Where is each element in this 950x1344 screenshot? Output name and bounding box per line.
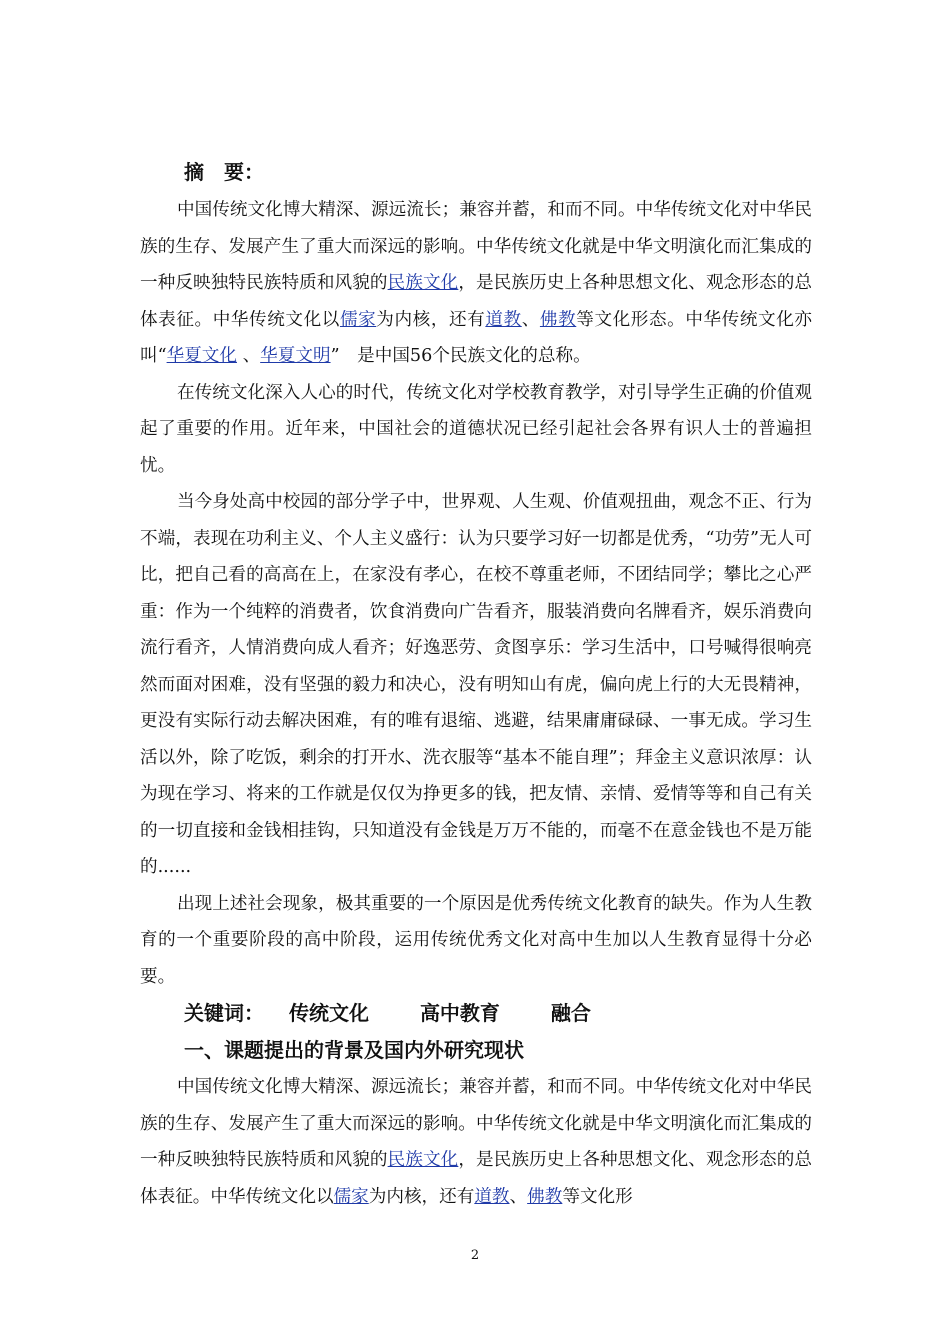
keyword-item: 高中教育	[419, 1001, 500, 1025]
text-run: ，是民族历史上各种思想文化、观念形态的总体表征。中华传统文化以	[140, 273, 812, 330]
keyword-item: 传统文化	[288, 1001, 369, 1025]
text-run: 、	[509, 1186, 528, 1207]
keyword-item: 融合	[550, 1001, 591, 1025]
link-minzu-wenhua[interactable]: 民族文化	[387, 273, 459, 293]
link-fojiao[interactable]: 佛教	[527, 1186, 563, 1207]
keywords-row	[140, 995, 812, 1031]
abstract-paragraph-1	[140, 192, 812, 375]
link-fojiao[interactable]: 佛教	[539, 309, 577, 330]
abstract-heading: 摘 要：	[184, 160, 264, 184]
paragraph-text: 在传统文化深入人心的时代，传统文化对学校教育教学，对引导学生正确的价值观起了重要的作用。近年来，中国社会的道德状况已经引起社会各界有识人士的普遍担忧。	[140, 382, 812, 476]
link-huaxia-wenming[interactable]: 华夏文明	[260, 346, 331, 366]
text-run: 为内核，还有	[368, 1186, 475, 1207]
paragraph-text: 出现上述社会现象，极其重要的一个原因是优秀传统文化教育的缺失。作为人生教育的一个重要阶段的高中阶段，运用传统优秀文化对高中生加以人生教育显得十分必要。	[140, 893, 812, 987]
text-run: 中国传统文化博大精深、源远流长；兼容并蓄，和而不同。中华传统文化对中华民族的生存、发展产生了重大而深远的影响。中华传统文化就是中华文明演化而汇集成的一种反映独特民族特质和风貌的	[140, 1077, 812, 1170]
document-body	[140, 152, 812, 1215]
abstract-paragraph-2	[140, 375, 812, 485]
keywords-label: 关键词：	[184, 1001, 264, 1025]
link-huaxia-wenhua[interactable]: 华夏文化	[166, 346, 237, 366]
paragraph-text: 当今身处高中校园的部分学子中，世界观、人生观、价值观扭曲，观念不正、行为不端，表现在功利主义、个人主义盛行：认为只要学习好一切都是优秀，“功劳”无人可比，把自己看的高高在上，在家没有孝心，在校不尊重老师，不团结同学；攀比之心严重：作为一个纯粹的消费者，饮食消费向广告看齐，服装消费向名牌看齐，娱乐消费向流行看齐，人情消费向成人看齐；好逸恶劳、贪图享乐：学习生活中，口号喊得很响亮然而面对困难，没有坚强的毅力和决心，没有明知山有虎，偏向虎上行的大无畏精神，更没有实际行动去解决困难，有的唯有退缩、逃避，结果庸庸碌碌、一事无成。学习生活以外，除了吃饭，剩余的打开水、洗衣服等“基本不能自理”；拜金主义意识浓厚：认为现在学习、将来的工作就是仅仅为挣更多的钱，把友情、亲情、爱情等等和自己有关的一切直接和金钱相挂钩，只知道没有金钱是万万不能的，而毫不在意金钱也不是万能的......	[140, 492, 812, 877]
page-number: 2	[470, 1248, 480, 1263]
text-run: 为内核，还有	[376, 309, 486, 330]
text-run: 中国传统文化博大精深、源远流长；兼容并蓄，和而不同。中华传统文化对中华民族的生存、发展产生了重大而深远的影响。中华传统文化就是中华文明演化而汇集成的一种反映独特民族特质和风貌的	[140, 200, 812, 293]
section-1-title: 一、课题提出的背景及国内外研究现状	[184, 1038, 524, 1062]
link-daojiao[interactable]: 道教	[474, 1186, 510, 1207]
text-run: 等文化形	[562, 1186, 633, 1207]
link-rujia[interactable]: 儒家	[333, 1186, 369, 1207]
abstract-paragraph-4	[140, 886, 812, 996]
link-rujia[interactable]: 儒家	[339, 309, 377, 330]
link-daojiao[interactable]: 道教	[485, 309, 522, 330]
link-minzu-wenhua[interactable]: 民族文化	[387, 1150, 459, 1170]
section-1-paragraph-1	[140, 1069, 812, 1215]
text-run: 、	[236, 346, 261, 366]
text-run: 、	[521, 309, 540, 330]
text-run: 等文化形态。中华传统文化亦叫“	[140, 309, 812, 366]
text-run: ，是民族历史上各种思想文化、观念形态的总体表征。中华传统文化以	[140, 1150, 812, 1207]
text-run: ” 是中国56个民族文化的总称。	[330, 346, 591, 366]
abstract-paragraph-3	[140, 484, 812, 886]
